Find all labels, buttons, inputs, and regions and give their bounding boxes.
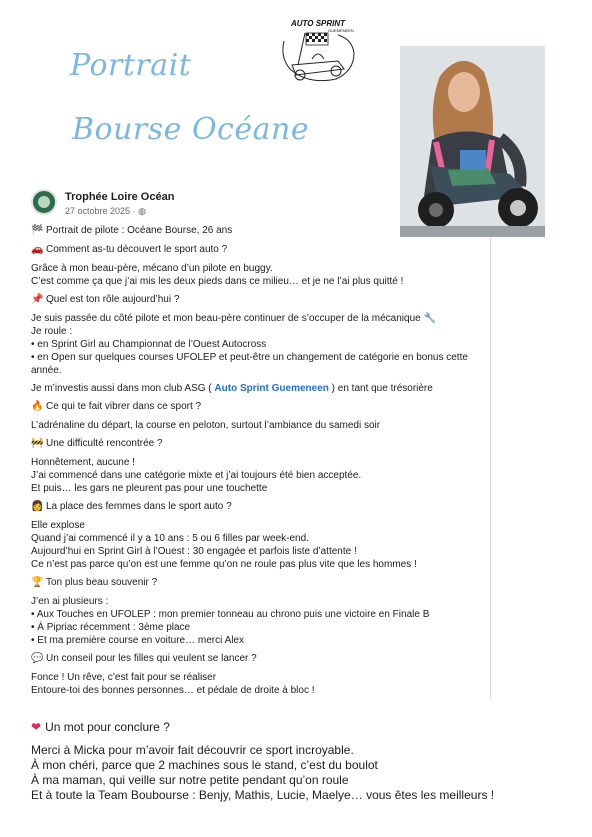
answer-2-line-1: Je suis passée du côté pilote et mon beau-père continuer de s’occuper de la mécanique: [31, 313, 421, 324]
intro-text: Portrait de pilote : Océane Bourse, 26 ans: [46, 225, 233, 236]
answer-8-line-1: Merci à Micka pour m’avoir fait découvrir ce sport incroyable.: [31, 743, 354, 757]
question-6: Ton plus beau souvenir ?: [46, 577, 158, 588]
answer-7-line-2: Entoure-toi des bonnes personnes… et pédale de droite à bloc !: [31, 685, 315, 696]
answer-6-line-2: • Aux Touches en UFOLEP : mon premier tonneau au chrono puis une victoire en Finale B: [31, 609, 430, 620]
question-4: Une difficulté rencontrée ?: [46, 438, 163, 449]
answer-5-line-2: Quand j’ai commencé il y a 10 ans : 5 ou 6 filles par week-end.: [31, 533, 309, 544]
avatar-emblem: [38, 196, 50, 208]
pilot-photo: [400, 46, 545, 237]
answer-4-line-2: J’ai commencé dans une catégorie mixte et j’ai toujours été bien acceptée.: [31, 470, 362, 481]
question-5: La place des femmes dans le sport auto ?: [46, 501, 232, 512]
question-3: Ce qui te fait vibrer dans ce sport ?: [46, 401, 202, 412]
auto-sprint-logo: [278, 19, 358, 89]
speech-bubble-icon: 💬: [31, 653, 44, 664]
answer-6-line-1: J’en ai plusieurs :: [31, 596, 109, 607]
post-date-text: 27 octobre 2025 ·: [65, 206, 139, 216]
logo-subtitle: GUEMENEEN: [328, 28, 354, 33]
club-text-before: Je m’investis aussi dans mon club ASG (: [31, 383, 212, 394]
logo-name: AUTO SPRINT: [290, 19, 346, 28]
post-date[interactable]: [65, 206, 146, 217]
question-7: Un conseil pour les filles qui veulent se lancer ?: [46, 653, 257, 664]
car-icon: 🚗: [31, 244, 44, 255]
post-body: [31, 224, 491, 702]
page-name[interactable]: Trophée Loire Océan: [65, 191, 175, 203]
answer-6-line-3: • À Pipriac récemment : 3ème place: [31, 622, 191, 633]
woman-icon: 👩: [31, 501, 44, 512]
answer-2-line-4: • en Open sur quelques courses UFOLEP et peut-être un changement de catégorie en bonus cette année.: [31, 352, 468, 376]
bourse-oceane-title: Bourse Océane: [72, 112, 310, 147]
answer-1-line-2: C’est comme ça que j’ai mis les deux pieds dans ce milieu… et je ne l’ai plus quitté !: [31, 276, 404, 287]
question-1: Comment as-tu découvert le sport auto ?: [46, 244, 228, 255]
answer-2-line-2: Je roule :: [31, 326, 73, 337]
checkered-flag-icon: 🏁: [31, 225, 44, 236]
pushpin-icon: 📌: [31, 294, 44, 305]
conclusion-section: [31, 720, 561, 803]
answer-7-line-1: Fonce ! Un rêve, c’est fait pour se réaliser: [31, 672, 217, 683]
answer-8-line-2: À mon chéri, parce que 2 machines sous le stand, c’est du boulot: [31, 758, 378, 772]
globe-icon: ◍: [138, 206, 146, 216]
club-text-after: ) en tant que trésorière: [331, 383, 433, 394]
pilot-with-buggy-illustration: [400, 46, 545, 237]
wrench-icon: 🔧: [423, 313, 436, 324]
trophy-icon: 🏆: [31, 577, 44, 588]
question-2: Quel est ton rôle aujourd’hui ?: [46, 294, 180, 305]
answer-4-line-1: Honnêtement, aucune !: [31, 457, 135, 468]
answer-5-line-3: Aujourd’hui en Sprint Girl à l’Ouest : 30 engagée et parfois liste d’attente !: [31, 546, 357, 557]
question-8: Un mot pour conclure ?: [45, 720, 170, 734]
construction-icon: 🚧: [31, 438, 44, 449]
fire-icon: 🔥: [31, 401, 44, 412]
answer-2-line-3: • en Sprint Girl au Championnat de l’Ouest Autocross: [31, 339, 267, 350]
portrait-title: Portrait: [70, 48, 192, 83]
club-link[interactable]: Auto Sprint Guemeneen: [214, 383, 329, 394]
answer-5-line-1: Elle explose: [31, 520, 85, 531]
answer-6-line-4: • Et ma première course en voiture… merci Alex: [31, 635, 245, 646]
page-avatar[interactable]: [31, 189, 57, 215]
answer-4-line-3: Et puis… les gars ne pleurent pas pour une touchette: [31, 483, 268, 494]
answer-1-line-1: Grâce à mon beau-père, mécano d’un pilote en buggy.: [31, 263, 273, 274]
answer-8-line-4: Et à toute la Team Boubourse : Benjy, Mathis, Lucie, Maelye… vous êtes les meilleurs !: [31, 788, 495, 802]
answer-8-line-3: À ma maman, qui veille sur notre petite pendant qu’on roule: [31, 773, 349, 787]
answer-5-line-4: Ce n’est pas parce qu’on est une femme qu’on ne roule pas plus vite que les hommes !: [31, 559, 417, 570]
logo-drawing: [278, 19, 358, 89]
answer-3-line-1: L’adrénaline du départ, la course en peloton, surtout l’ambiance du samedi soir: [31, 420, 381, 431]
heart-icon: ❤: [31, 720, 42, 734]
